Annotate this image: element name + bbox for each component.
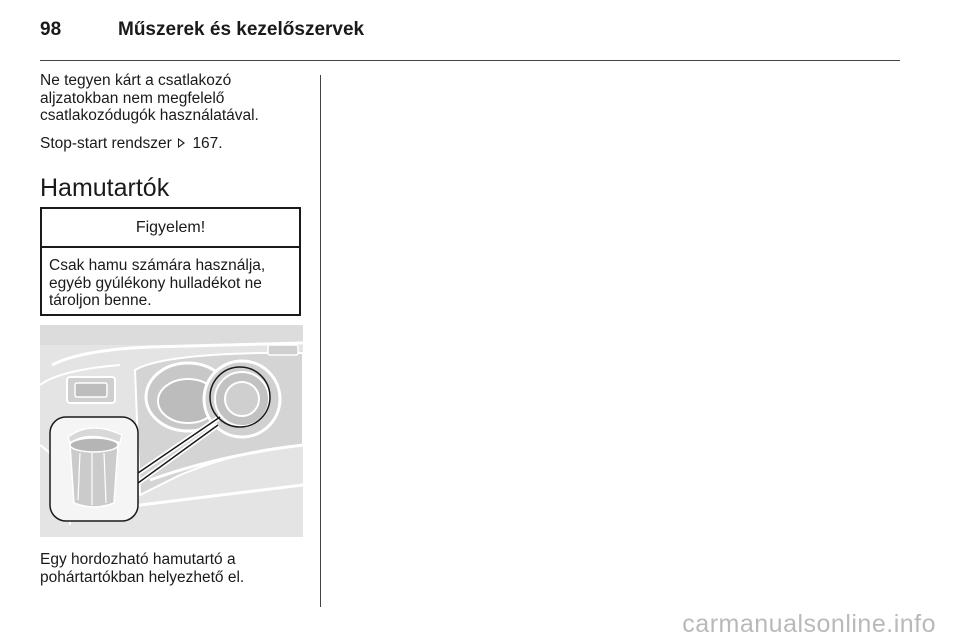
cross-reference[interactable]	[40, 135, 305, 153]
illustration-caption: Egy hordozható hamutartó a pohártartókban helyezhető el.	[40, 551, 245, 586]
body-paragraph: Ne tegyen kárt a csatlakozó aljzatokban nem megfelelő csatlakozódugók használatával.	[40, 72, 259, 124]
xref-text: Stop-start rendszer	[40, 134, 172, 152]
arrow-right-icon	[178, 138, 185, 148]
left-column	[40, 72, 305, 152]
ashtray-illustration	[40, 325, 303, 537]
column-divider	[320, 75, 321, 607]
warning-box	[40, 207, 301, 316]
header-rule	[40, 60, 900, 61]
ashtray-drawing	[40, 325, 303, 537]
warning-text: Csak hamu számára használja, egyéb gyúlékony hulladékot ne tároljon benne.	[49, 257, 266, 309]
warning-title: Figyelem!	[42, 209, 299, 248]
chapter-title: Műszerek és kezelőszervek	[118, 19, 365, 40]
watermark: carmanualsonline.info	[682, 610, 936, 638]
page-number: 98	[40, 19, 62, 40]
xref-page: 167.	[192, 134, 223, 152]
section-heading: Hamutartók	[40, 174, 170, 202]
